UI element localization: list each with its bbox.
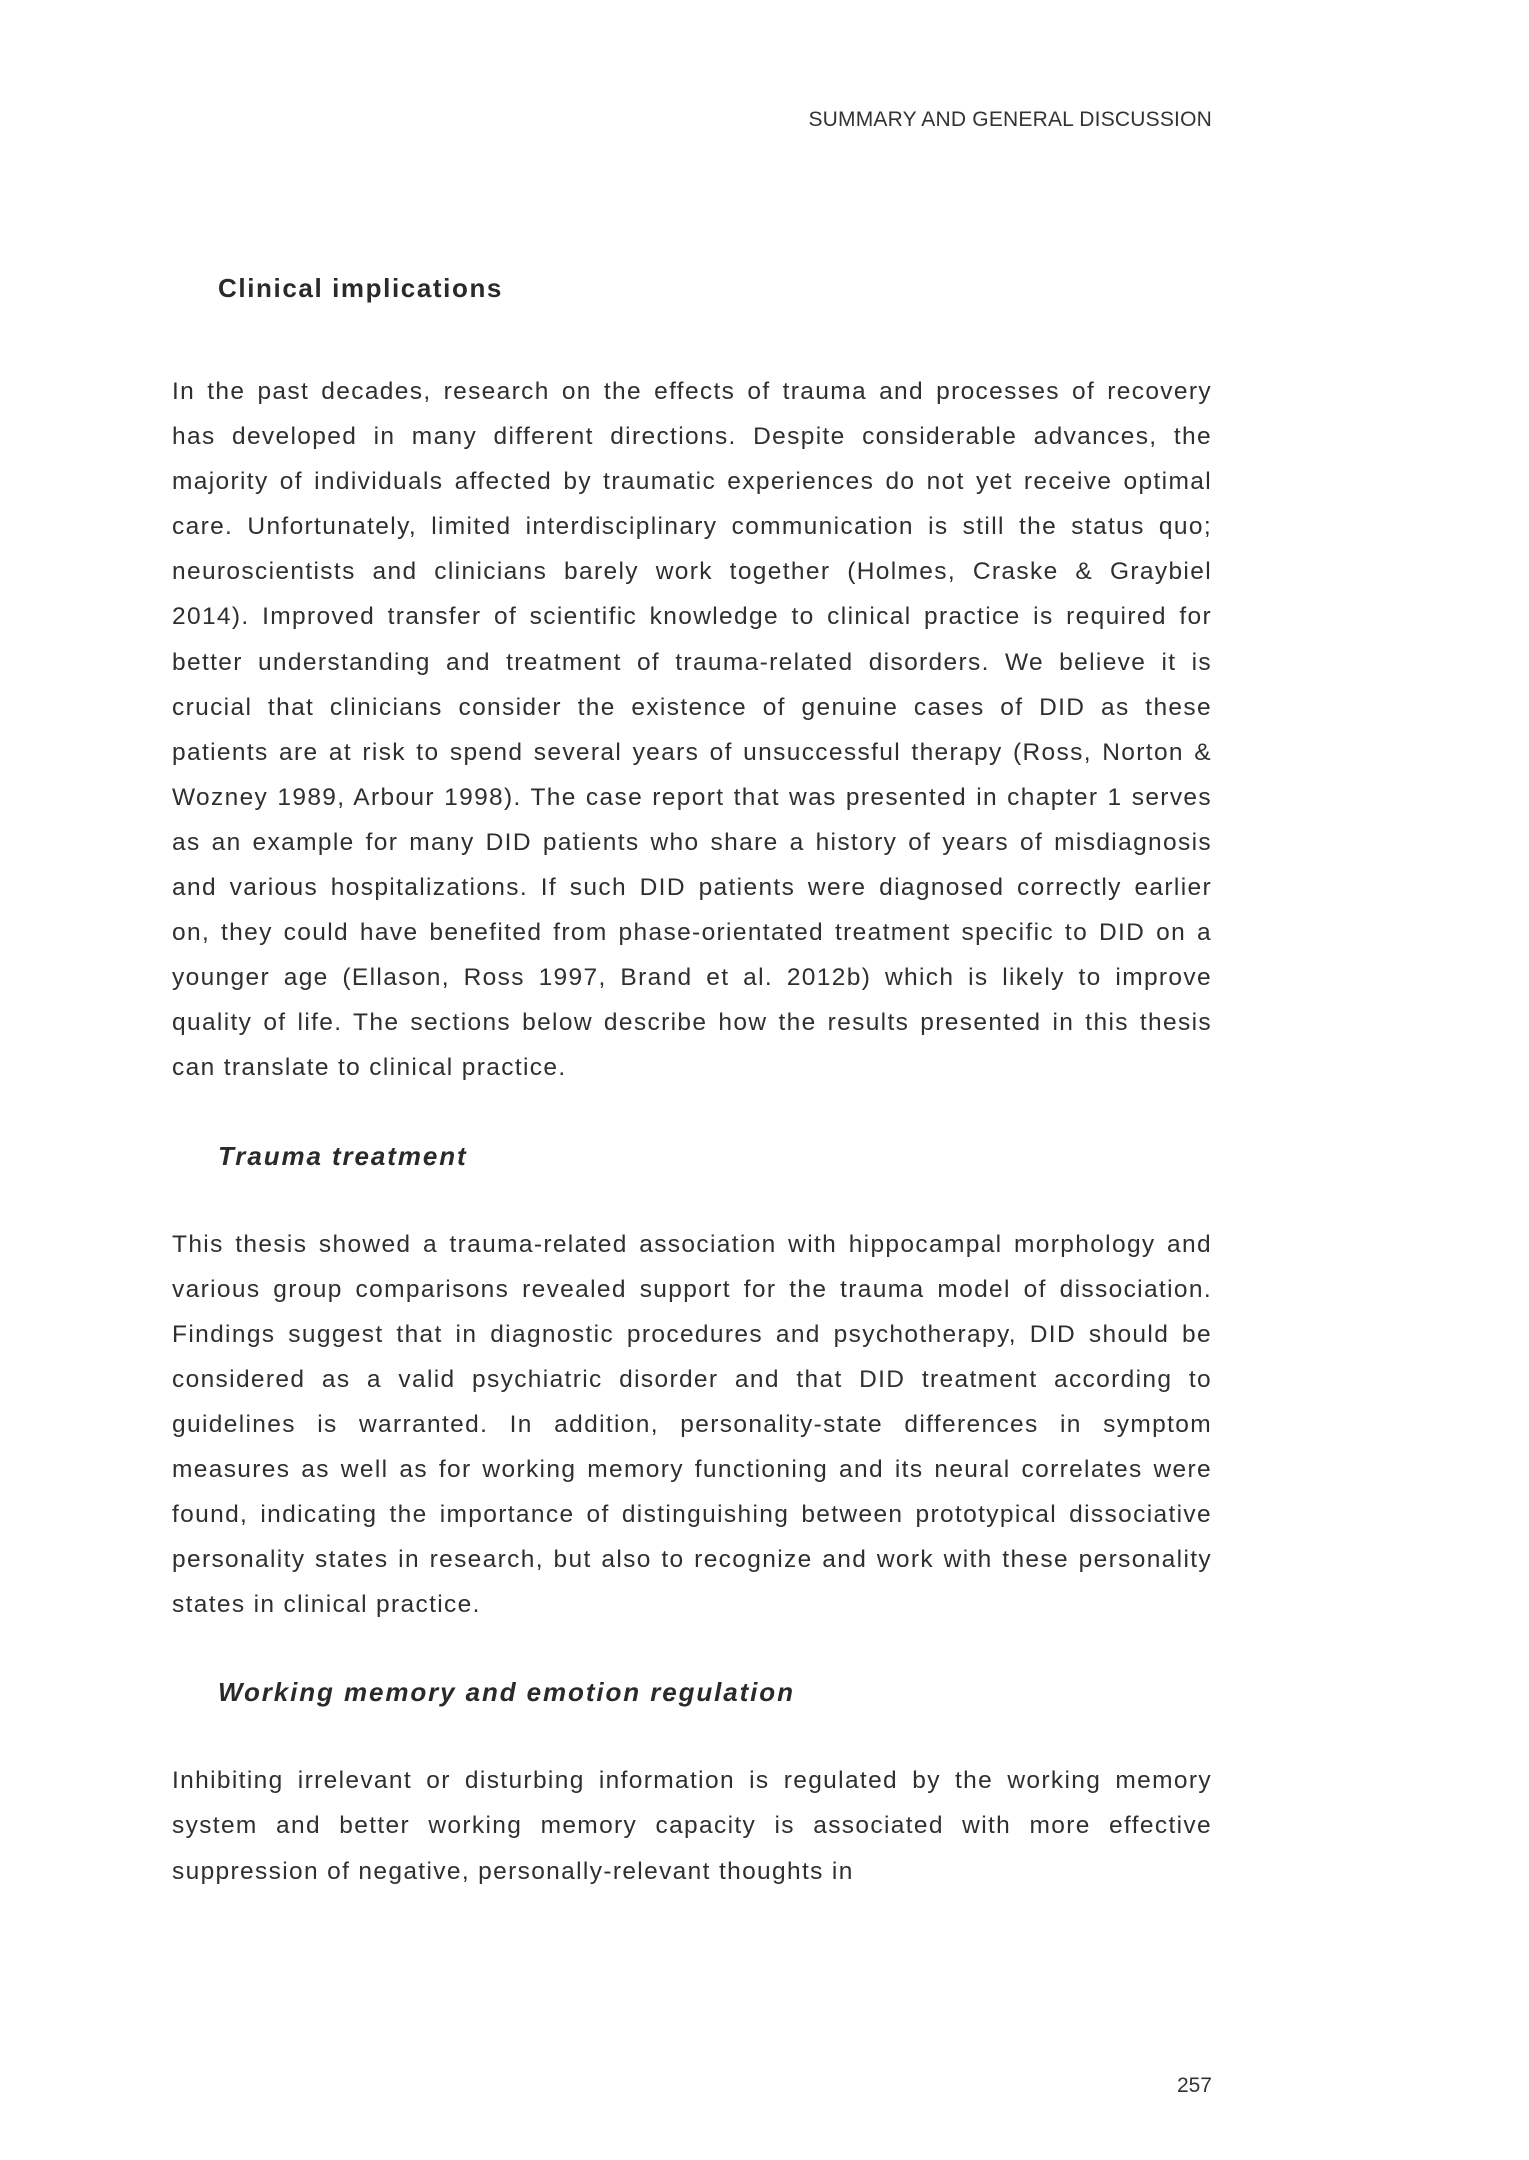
subsection-heading-working-memory: Working memory and emotion regulation [218,1677,795,1708]
subsection-heading-trauma-treatment: Trauma treatment [218,1140,468,1171]
paragraph-working-memory: Inhibiting irrelevant or disturbing information is regulated by the working memory system and better working memory capacity is associated with more effective suppression of negative, personally-relevant thoughts in [172,1767,1212,1885]
page-number: 257 [1176,2074,1212,2097]
paragraph-trauma-treatment: This thesis showed a trauma-related association with hippocampal morphology and various group comparisons revealed support for the trauma model of dissociation. Findings suggest that in diagnostic procedures and psychotherapy, DID should be considered as a valid psychiatric disorder and that DID treatment according to guidelines is warranted. In addition, personality-state differences in symptom measures as well as for working memory functioning and its neural correlates were found, indicating the importance of distinguishing between prototypical dissociative personality states in research, but also to recognize and work with these personality states in clinical practice. [172,1230,1212,1619]
running-header: SUMMARY AND GENERAL DISCUSSION [808,108,1212,131]
page-body [172,268,1212,1939]
paragraph-clinical-implications: In the past decades, research on the effects of trauma and processes of recovery has developed in many different directions. Despite considerable advances, the majority of individuals affected by traumatic experiences do not yet receive optimal care. Unfortunately, limited interdisciplinary communication is still the status quo; neuroscientists and clinicians barely work together (Holmes, Craske & Graybiel 2014). Improved transfer of scientific knowledge to clinical practice is required for better understanding and treatment of trauma-related disorders. We believe it is crucial that clinicians consider the existence of genuine cases of DID as these patients are at risk to spend several years of unsuccessful therapy (Ross, Norton & Wozney 1989, Arbour 1998). The case report that was presented in chapter 1 serves as an example for many DID patients who share a history of years of misdiagnosis and various hospitalizations. If such DID patients were diagnosed correctly earlier on, they could have benefited from phase-orientated treatment specific to DID on a younger age (Ellason, Ross 1997, Brand et al. 2012b) which is likely to improve quality of life. The sections below describe how the results presented in this thesis can translate to clinical practice. [172,378,1212,1082]
section-heading-clinical-implications: Clinical implications [218,273,503,303]
